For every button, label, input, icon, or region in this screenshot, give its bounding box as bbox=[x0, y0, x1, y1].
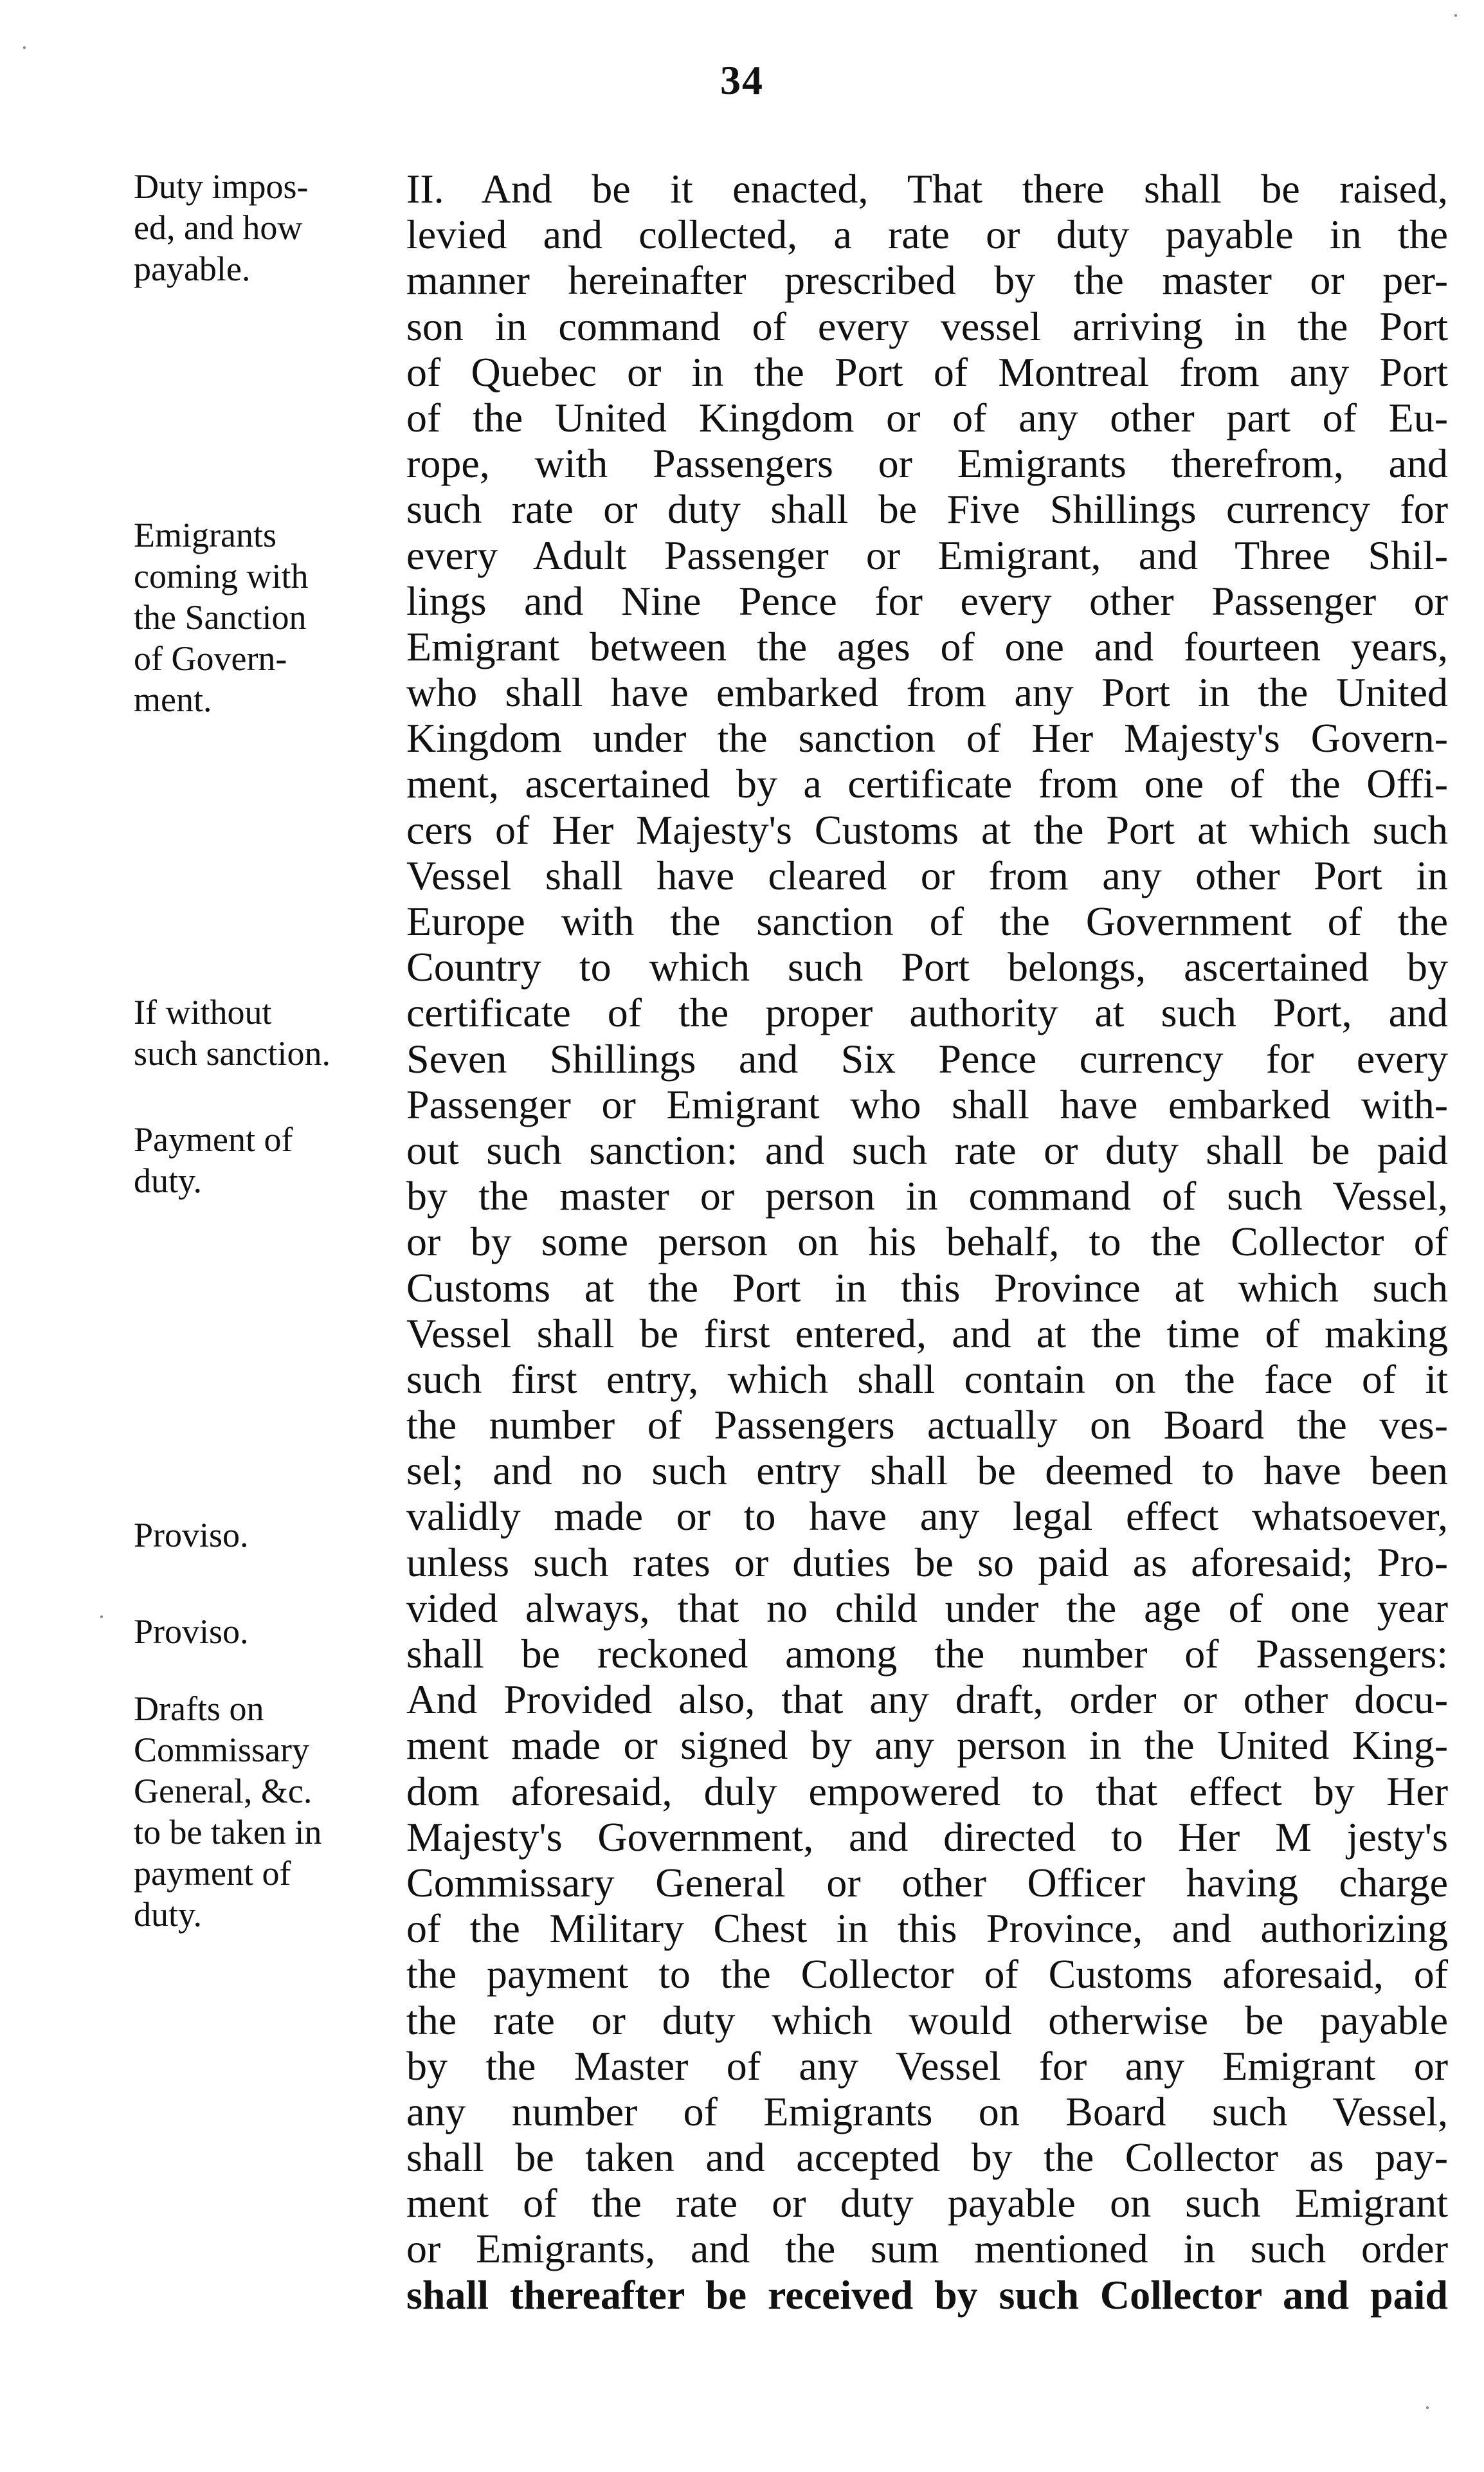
scan-speck bbox=[1454, 14, 1457, 17]
body-line: ment of the rate or duty payable on such Emigrant bbox=[406, 2180, 1448, 2226]
body-line: II. And be it enacted, That there shall be raised, bbox=[406, 166, 1448, 212]
body-line: by the Master of any Vessel for any Emigrant or bbox=[406, 2042, 1448, 2089]
page-number: 34 bbox=[720, 57, 764, 103]
body-line: rope, with Passengers or Emigrants therefrom, and bbox=[406, 441, 1448, 487]
margin-note-without-sanction: If without such sanction. bbox=[134, 993, 330, 1073]
body-line: the payment to the Collector of Customs aforesaid, of bbox=[406, 1951, 1448, 1997]
body-line: Country to which such Port belongs, ascertained by bbox=[406, 944, 1448, 990]
body-line: by the master or person in command of such Vessel, bbox=[406, 1173, 1448, 1219]
body-line: levied and collected, a rate or duty payable in the bbox=[406, 212, 1448, 258]
body-line: shall be reckoned among the number of Passengers: bbox=[406, 1631, 1448, 1677]
body-line: Vessel shall be first entered, and at the time of making bbox=[406, 1310, 1448, 1356]
body-line: Passenger or Emigrant who shall have embarked with- bbox=[406, 1081, 1448, 1127]
body-line: ment made or signed by any person in the United King- bbox=[406, 1722, 1448, 1768]
body-line: Europe with the sanction of the Government of the bbox=[406, 898, 1448, 944]
body-line: out such sanction: and such rate or duty shall be paid bbox=[406, 1127, 1448, 1173]
body-line: Customs at the Port in this Province at which such bbox=[406, 1264, 1448, 1311]
scan-speck bbox=[1426, 2406, 1429, 2409]
margin-note-duty-imposed: Duty impos- ed, and how payable. bbox=[134, 167, 309, 288]
body-line: Commissary General or other Officer having charge bbox=[406, 1859, 1448, 1905]
body-line: cers of Her Majesty's Customs at the Port at which such bbox=[406, 806, 1448, 853]
body-line: sel; and no such entry shall be deemed to have been bbox=[406, 1448, 1448, 1494]
body-line: any number of Emigrants on Board such Vessel, bbox=[406, 2088, 1448, 2134]
body-text bbox=[406, 166, 1448, 2318]
body-line: or Emigrants, and the sum mentioned in such order bbox=[406, 2226, 1448, 2272]
body-line: unless such rates or duties be so paid as aforesaid; Pro- bbox=[406, 1539, 1448, 1585]
body-line: of Quebec or in the Port of Montreal from any Port bbox=[406, 349, 1448, 395]
body-line: shall thereafter be received by such Collector and paid bbox=[406, 2271, 1448, 2318]
body-line: Kingdom under the sanction of Her Majesty's Govern- bbox=[406, 715, 1448, 761]
body-line: son in command of every vessel arriving in the Port bbox=[406, 303, 1448, 349]
margin-note-emigrants-sanction: Emigrants coming with the Sanction of Govern- ment. bbox=[134, 516, 309, 719]
body-line: such first entry, which shall contain on the face of it bbox=[406, 1356, 1448, 1402]
body-line: dom aforesaid, duly empowered to that effect by Her bbox=[406, 1768, 1448, 1814]
body-line: Emigrant between the ages of one and fourteen years, bbox=[406, 623, 1448, 669]
body-line: manner hereinafter prescribed by the master or per- bbox=[406, 257, 1448, 304]
body-line: every Adult Passenger or Emigrant, and Three Shil- bbox=[406, 532, 1448, 578]
body-line: who shall have embarked from any Port in the United bbox=[406, 669, 1448, 716]
body-line: the rate or duty which would otherwise be payable bbox=[406, 1997, 1448, 2043]
scan-speck bbox=[100, 1615, 103, 1618]
margin-note-proviso-2: Proviso. bbox=[134, 1612, 249, 1651]
body-line: certificate of the proper authority at such Port, and bbox=[406, 990, 1448, 1036]
body-line: validly made or to have any legal effect whatsoever, bbox=[406, 1493, 1448, 1540]
margin-note-drafts-on-commissary: Drafts on Commissary General, &c. to be taken in payment of duty. bbox=[134, 1689, 322, 1934]
body-line: of the Military Chest in this Province, and authorizing bbox=[406, 1905, 1448, 1952]
scan-speck bbox=[23, 46, 26, 49]
body-line: And Provided also, that any draft, order or other docu- bbox=[406, 1677, 1448, 1723]
margin-note-payment-of-duty: Payment of duty. bbox=[134, 1120, 293, 1200]
body-line: shall be taken and accepted by the Collector as pay- bbox=[406, 2134, 1448, 2181]
body-line: the number of Passengers actually on Board the ves- bbox=[406, 1402, 1448, 1448]
body-line: such rate or duty shall be Five Shillings currency for bbox=[406, 486, 1448, 532]
margin-note-proviso-1: Proviso. bbox=[134, 1516, 249, 1554]
body-line: Seven Shillings and Six Pence currency for every bbox=[406, 1035, 1448, 1082]
body-line: Vessel shall have cleared or from any other Port in bbox=[406, 852, 1448, 898]
body-line: vided always, that no child under the age of one year bbox=[406, 1585, 1448, 1631]
body-line: of the United Kingdom or of any other part of Eu- bbox=[406, 394, 1448, 441]
body-line: or by some person on his behalf, to the Collector of bbox=[406, 1219, 1448, 1265]
body-line: Majesty's Government, and directed to Her M jesty's bbox=[406, 1813, 1448, 1860]
body-line: ment, ascertained by a certificate from one of the Offi- bbox=[406, 761, 1448, 807]
body-line: lings and Nine Pence for every other Passenger or bbox=[406, 577, 1448, 624]
